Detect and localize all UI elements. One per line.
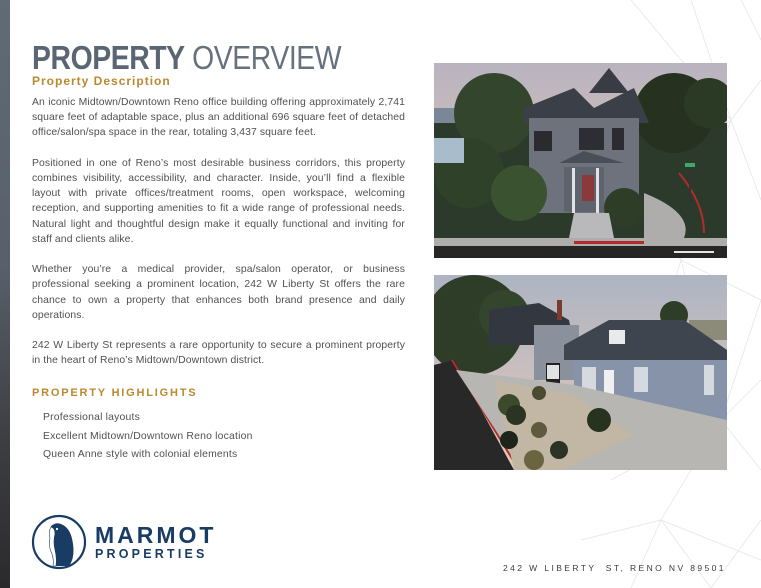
highlights-heading: PROPERTY HIGHLIGHTS: [32, 387, 198, 399]
section-heading: Property Description: [32, 74, 171, 88]
left-accent-bar: [0, 0, 10, 588]
highlight-item: Queen Anne style with colonial elements: [43, 449, 238, 461]
logo-wordmark: [95, 521, 217, 561]
rear-building-photo: [434, 275, 727, 470]
description-body: [32, 95, 405, 384]
marmot-icon: [31, 514, 87, 570]
victorian-house-photo: [434, 63, 727, 258]
highlights-list: [43, 409, 253, 465]
page-title: [32, 40, 341, 76]
logo-name: MARMOT: [95, 521, 217, 548]
title-bold: PROPERTY: [32, 39, 185, 76]
highlight-item: Professional layouts: [43, 412, 140, 423]
highlight-item: Excellent Midtown/Downtown Reno location: [43, 430, 253, 442]
description-paragraph: An iconic Midtown/Downtown Reno office building offering approximately 2,741 square feet of adaptable space, plus an additional 696 square feet of detached office/salon/spa space in the rear, totaling 3,437 square feet.: [32, 97, 405, 139]
marmot-properties-logo: [31, 514, 216, 570]
description-paragraph: Whether you’re a medical provider, spa/salon operator, or business professional seeking a prominent location, 242 W Liberty St offers the rare chance to own a property that enhances both brand presence and daily operations.: [32, 264, 405, 321]
title-light: OVERVIEW: [192, 39, 342, 76]
description-paragraph: 242 W Liberty St represents a rare opportunity to secure a prominent property in the heart of Reno’s Midtown/Downtown district.: [32, 340, 405, 367]
logo-sub: PROPERTIES: [95, 546, 208, 561]
description-paragraph: Positioned in one of Reno’s most desirable business corridors, this property combines visibility, accessibility, and character. Inside, you’ll find a flexible layout with private offices/treatment rooms, open workspace, welcoming reception, and supporting amenities to fit a wide range of professional needs. Natural light and thoughtful design make it equally functional and inviting for staff and clients alike.: [32, 157, 405, 245]
footer-address: 242 W LIBERTY ST, RENO NV 89501: [503, 563, 726, 573]
